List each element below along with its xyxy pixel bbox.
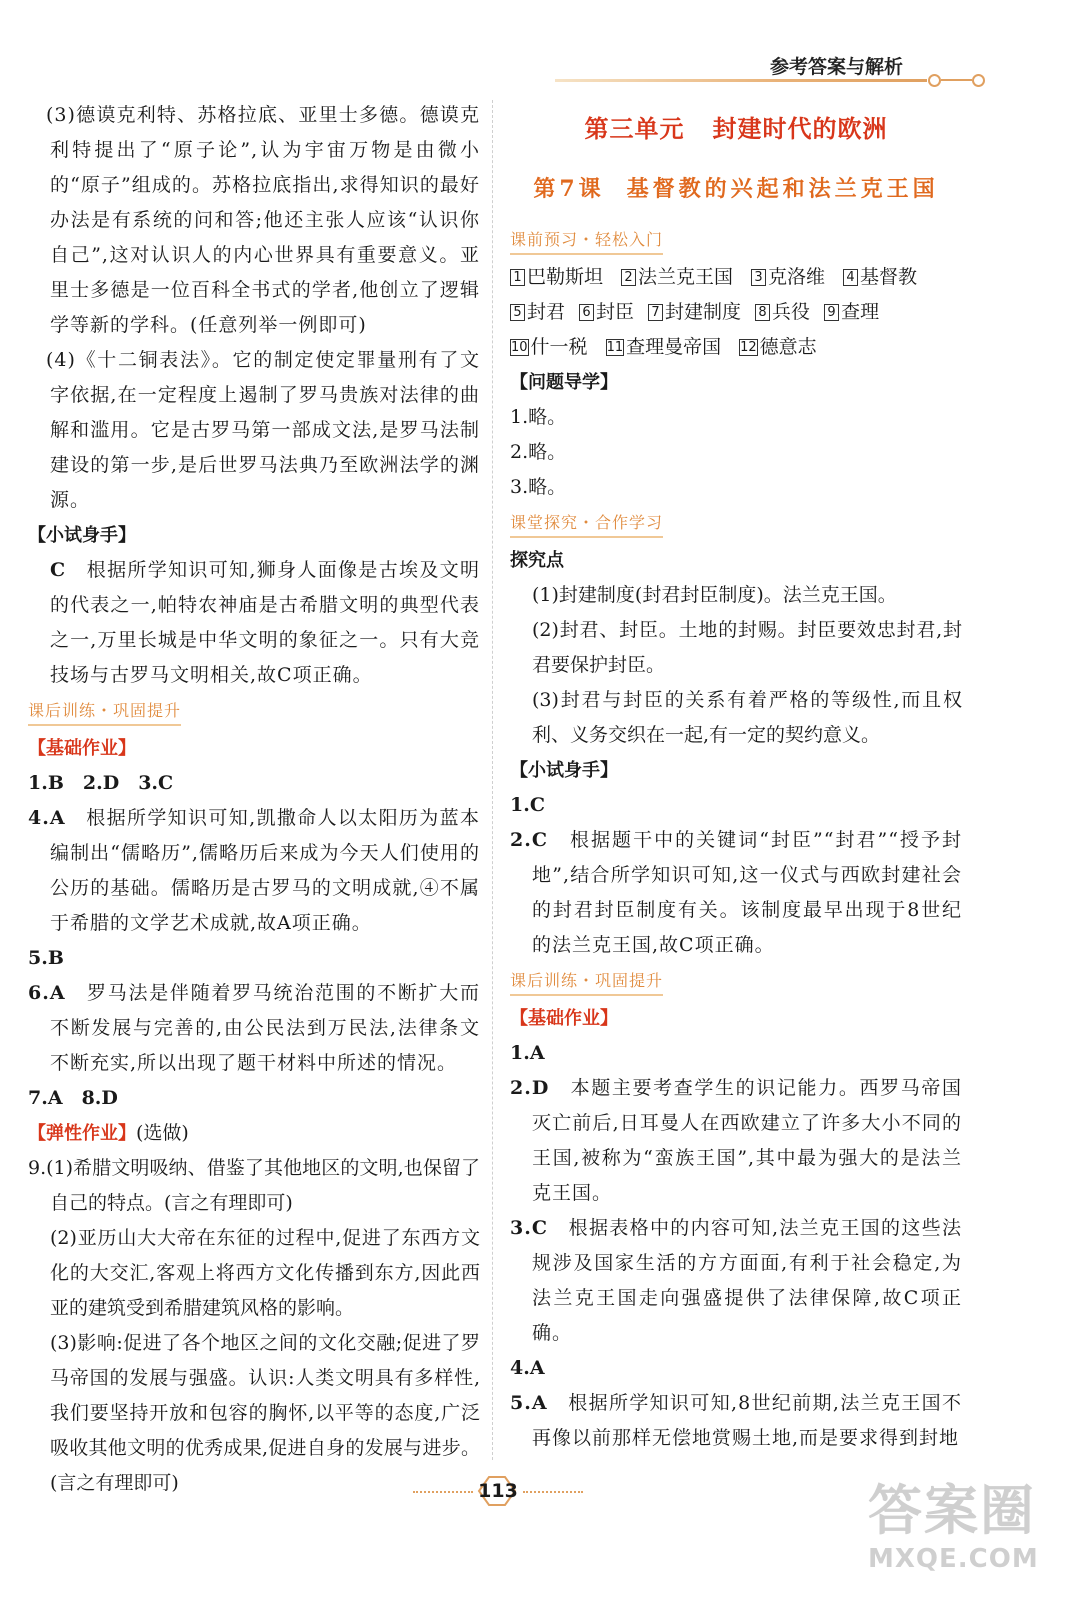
fill-item (579, 295, 634, 330)
section-banner-after-class: 课后训练・巩固提升 (510, 968, 663, 996)
column-divider (492, 100, 493, 1460)
unit-name: 封建时代的欧洲 (712, 115, 888, 143)
fill-item-number: 3 (751, 269, 766, 286)
fill-item (755, 295, 810, 330)
lesson-title (510, 174, 962, 204)
fill-item-text: 克洛维 (768, 266, 826, 288)
unit-number: 第三单元 (584, 115, 685, 143)
fill-item-text: 巴勒斯坦 (527, 266, 604, 288)
header-rule (555, 79, 927, 82)
page-number-dots (413, 1491, 473, 1493)
section-banner-classroom: 课堂探究・合作学习 (510, 510, 663, 538)
answer-paragraph: 9.(1)希腊文明吸纳、借鉴了其他地区的文明,也保留了自己的特点。(言之有理即可) (28, 1157, 480, 1214)
fill-item-text: 法兰克王国 (638, 266, 734, 288)
fill-item-number: 9 (824, 304, 839, 321)
header-label: 参考答案与解析 (770, 56, 904, 78)
answer-paragraph: (3)封君与封臣的关系有着严格的等级性,而且权利、义务交织在一起,有一定的契约意义。 (532, 689, 962, 746)
watermark-url: MXQE.COM (868, 1544, 1039, 1574)
answer-explanation: 根据所学知识可知,凯撒命人以太阳历为蓝本编制出“儒略历”,儒略历后来成为今天人们使用的公历的基础。儒略历是古罗马的文明成就,④不属于希腊的文学艺术成就,故A项正确。 (50, 807, 480, 934)
answer-explanation: 罗马法是伴随着罗马统治范围的不断扩大而不断发展与完善的,由公民法到万民法,法律条文不断充实,所以出现了题干材料中所述的情况。 (50, 982, 480, 1074)
fill-row (510, 295, 962, 330)
fill-item-number: 5 (510, 304, 525, 321)
answer-paragraph: (2)亚历山大大帝在东征的过程中,促进了东西方文化的大交汇,客观上将西方文化传播到东方,因此西亚的建筑受到希腊建筑风格的影响。 (50, 1227, 480, 1319)
answer-label: 3.C (510, 1217, 548, 1239)
answer-paragraph: (2)封君、封臣。土地的封赐。封臣要效忠封君,封君要保护封臣。 (532, 619, 962, 676)
answer-label: C (50, 559, 67, 581)
fill-item-text: 封建制度 (665, 301, 742, 323)
answer-line: 5.B (28, 947, 64, 969)
answer-line: 1.A (510, 1042, 545, 1064)
section-heading-elastic: 【弹性作业】 (28, 1123, 136, 1144)
fill-item-text: 查理 (841, 301, 880, 323)
fill-item-number: 2 (621, 269, 636, 286)
fill-row (510, 330, 962, 365)
answer-label: 2.C (510, 829, 548, 851)
lesson-name: 基督教的兴起和法兰克王国 (626, 176, 939, 202)
answer-paragraph: (3)影响:促进了各个地区之间的文化交融;促进了罗马帝国的发展与强盛。认识:人类文明具有多样性,我们要坚持开放和包容的胸怀,以平等的态度,广泛吸收其他文明的优秀成果,促进自身的发展与进步。(言之有理即可) (50, 1332, 480, 1494)
answer-explanation: 根据题干中的关键词“封臣”“封君”“授予封地”,结合所学知识可知,这一仪式与西欧封建社会的封君封臣制度有关。该制度最早出现于8世纪的法兰克王国,故C项正确。 (532, 829, 962, 956)
watermark-logo: 答案圈 (868, 1479, 1036, 1542)
section-banner-after-class: 课后训练・巩固提升 (28, 698, 181, 726)
answer-explanation: 根据所学知识可知,狮身人面像是古埃及文明的代表之一,帕特农神庙是古希腊文明的典型代表之一,万里长城是中华文明的象征之一。只有大竞技场与古罗马文明相关,故C项正确。 (50, 559, 480, 686)
fill-item (739, 330, 817, 365)
answer-explanation: 本题主要考查学生的识记能力。西罗马帝国灭亡前后,日耳曼人在西欧建立了许多大小不同的王国,被称为“蛮族王国”,其中最为强大的是法兰克王国。 (532, 1077, 962, 1204)
fill-row (510, 260, 962, 295)
fill-item (606, 330, 722, 365)
fill-item (824, 295, 879, 330)
right-column (510, 98, 962, 1456)
fill-item (510, 330, 588, 365)
answer-line: 4.A (510, 1357, 545, 1379)
fill-item (843, 260, 917, 295)
answer-line: 1.C (510, 794, 545, 816)
fill-item (648, 295, 741, 330)
page-number-badge (413, 1474, 583, 1510)
answer-explanation: 根据所学知识可知,8世纪前期,法兰克王国不再像以前那样无偿地赏赐土地,而是要求得到封地 (532, 1392, 962, 1449)
fill-item-number: 12 (740, 340, 757, 355)
fill-item-number: 7 (648, 304, 663, 321)
answer-line: 2.略。 (510, 441, 567, 463)
section-heading-trial: 【小试身手】 (510, 760, 618, 781)
section-heading-guide: 【问题导学】 (510, 372, 618, 393)
fill-item-text: 兵役 (772, 301, 811, 323)
fill-item-text: 什一税 (530, 336, 588, 358)
explore-heading: 探究点 (510, 550, 564, 571)
header-rule-dot (972, 74, 985, 87)
fill-item-text: 查理曼帝国 (626, 336, 722, 358)
header-rule-tail (941, 79, 972, 81)
answer-line: 1.B 2.D 3.C (28, 772, 174, 794)
answer-paragraph: (3)德谟克利特、苏格拉底、亚里士多德。德谟克利特提出了“原子论”,认为宇宙万物是由微小的“原子”组成的。苏格拉底指出,求得知识的最好办法是有系统的问和答;他还主张人应该“认识你自己”,这对认识人的内心世界具有重要意义。亚里士多德是一位百科全书式的学者,他创立了逻辑学等新的学科。(任意列举一例即可) (46, 104, 480, 336)
page-number: 113 (478, 1480, 518, 1502)
answer-label: 4.A (28, 807, 66, 829)
lesson-number: 第7课 (533, 176, 605, 202)
answer-line: 1.略。 (510, 406, 567, 428)
answer-explanation: 根据表格中的内容可知,法兰克王国的这些法规涉及国家生活的方方面面,有利于社会稳定,为法兰克王国走向强盛提供了法律保障,故C项正确。 (532, 1217, 962, 1344)
fill-item-text: 封臣 (596, 301, 635, 323)
answer-label: 5.A (510, 1392, 548, 1414)
left-column (28, 98, 480, 1501)
fill-item-number: 4 (843, 269, 858, 286)
section-heading-suffix: (选做) (136, 1122, 189, 1144)
page-number-dots (523, 1491, 583, 1493)
section-heading-basic: 【基础作业】 (28, 738, 136, 759)
answer-paragraph: (4)《十二铜表法》。它的制定使定罪量刑有了文字依据,在一定程度上遏制了罗马贵族对法律的曲解和滥用。它是古罗马第一部成文法,是罗马法制建设的第一步,是后世罗马法典乃至欧洲法学的渊源。 (46, 349, 480, 511)
fill-item (510, 295, 565, 330)
fill-item-text: 封君 (527, 301, 566, 323)
fill-item (510, 260, 603, 295)
fill-item (621, 260, 733, 295)
fill-item-number: 11 (606, 340, 624, 355)
section-banner-preview: 课前预习・轻松入门 (510, 227, 663, 255)
answer-label: 6.A (28, 982, 66, 1004)
fill-item-number: 10 (511, 340, 528, 355)
answer-line: 7.A 8.D (28, 1087, 118, 1109)
answer-paragraph: (1)封建制度(封君封臣制度)。法兰克王国。 (532, 584, 897, 606)
fill-item-number: 8 (755, 304, 770, 321)
header-rule-dot (928, 74, 941, 87)
answer-label: 2.D (510, 1077, 550, 1099)
fill-item-text: 德意志 (759, 336, 817, 358)
unit-title (510, 114, 962, 144)
fill-item (751, 260, 825, 295)
fill-in-answers (510, 260, 962, 365)
fill-item-number: 6 (579, 304, 594, 321)
answer-line: 3.略。 (510, 476, 567, 498)
fill-item-number: 1 (510, 269, 525, 286)
watermark (868, 1478, 1058, 1588)
fill-item-text: 基督教 (860, 266, 918, 288)
section-heading-trial: 【小试身手】 (28, 525, 136, 546)
section-heading-basic: 【基础作业】 (510, 1008, 618, 1029)
